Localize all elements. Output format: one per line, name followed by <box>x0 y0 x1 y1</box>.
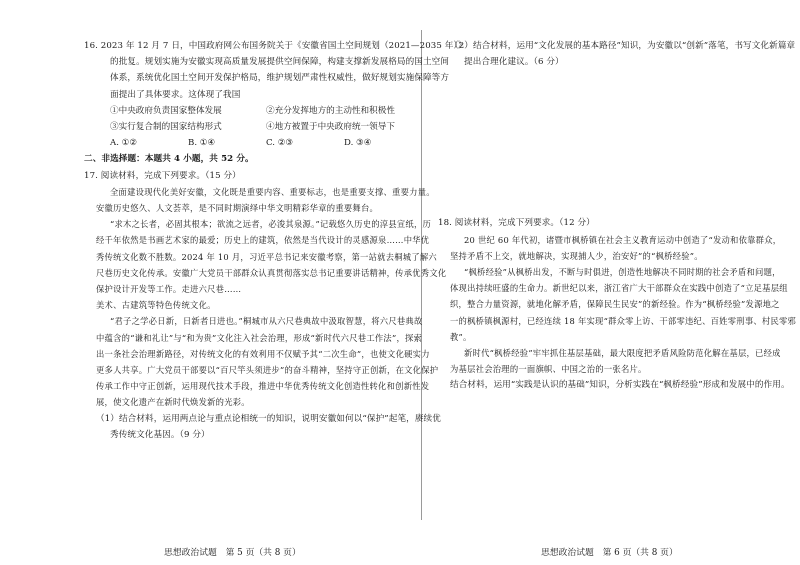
q16-option: ④地方被置于中央政府统一领导下 <box>266 122 395 133</box>
material-line: “求木之长者，必固其根本；欲流之远者，必浚其泉源。”记载悠久历史的淳县宣纸，历 <box>110 219 432 230</box>
material-line: 展，使文化遗产在新时代焕发新的光彩。 <box>96 397 250 408</box>
question-18-heading: 18. 阅读材料，完成下列要求。（12 分） <box>438 218 595 229</box>
question-17-heading: 17. 阅读材料，完成下列要求。（15 分） <box>84 170 241 181</box>
q16-line: 面提出了具体要求。这体现了我国 <box>110 89 241 100</box>
material-line: 为基层社会治理的一面旗帜、中国之治的一张名片。 <box>450 364 647 375</box>
material-line: 保护设计开发等工作。走进六尺巷…… <box>96 284 242 295</box>
q16-choice-a: A. ①② <box>110 138 138 149</box>
question-17-material <box>84 184 447 411</box>
q16-choices <box>84 135 422 151</box>
q16-choice-d: D. ③④ <box>344 138 372 149</box>
page-footer-right: 思想政治试题 第 6 页（共 8 页） <box>541 548 678 558</box>
q16-line: 16. 2023 年 12 月 7 日，中国政府网公布国务院关于《安徽省国土空间规划（2021—2035 年）》 <box>84 41 467 51</box>
q16-option: ①中央政府负责国家整体发展 <box>110 105 222 116</box>
q16-options-row <box>84 119 422 135</box>
question-17-part-1 <box>84 411 441 443</box>
material-line: 20 世纪 60 年代初，诸暨市枫桥镇在社会主义教育运动中创造了“发动和依靠群众， <box>464 234 782 245</box>
material-line: 传承工作中守正创新，运用现代技术手段，推进中华优秀传统文化创造性转化和创新性发 <box>96 381 430 392</box>
q16-option: ②充分发挥地方的主动性和积极性 <box>266 105 395 116</box>
material-line: 安徽历史悠久、人文荟萃，是不同时期演绎中华文明精彩华章的重要舞台。 <box>96 203 379 214</box>
material-line: 秀传统文化数不胜数。2024 年 10 月，习近平总书记来安徽考察，第一站就去桐城了解六 <box>96 251 437 262</box>
material-line: “君子之学必日新，日新者日进也。”桐城市从六尺巷典故中汲取智慧，将六尺巷典故 <box>110 316 423 327</box>
material-line: 出一条社会治理新路径，对传统文化的有效利用不仅赋予其“二次生命”，也使文化硬实力 <box>96 348 430 359</box>
material-line: 尺巷历史文化传承。安徽广大党员干部群众认真贯彻落实总书记重要讲话精神，传承优秀文化 <box>96 267 447 278</box>
question-16-stem <box>84 38 467 103</box>
ask-line: （1）结合材料，运用两点论与重点论相统一的知识，说明安徽如何以“保护”起笔，赓续优 <box>96 413 441 424</box>
material-line: 织，整合力量资源，就地化解矛盾，保障民生民安”的新经验。作为“枫桥经验”发源地之 <box>450 299 780 310</box>
question-17-part-2 <box>438 38 796 70</box>
material-line: 坚持矛盾不上交，就地解决，实现捕人少，治安好”的“枫桥经验”。 <box>450 250 703 261</box>
question-18-material <box>438 232 797 378</box>
ask-line: （2）结合材料，运用“文化发展的基本路径”知识，为安徽以“创新”落笔，书写文化新篇章 <box>450 41 796 51</box>
material-line: 新时代“枫桥经验”牢牢抓住基层基础，最大限度把矛盾风险防范化解在基层，已经成 <box>464 348 781 359</box>
ask-line: 秀传统文化基因。（9 分） <box>110 429 210 440</box>
material-line: 更多人共享。广大党员干部要以“百尺竿头须进步”的奋斗精神，坚持守正创新，在文化保护 <box>96 365 439 376</box>
answer-space <box>438 70 780 215</box>
material-line: 教”。 <box>450 331 472 342</box>
material-line: 全面建设现代化美好安徽，文化既是重要内容、重要标志，也是重要支撑、重要力量。 <box>110 186 435 197</box>
material-line: “枫桥经验”从枫桥出发，不断与时俱进，创造性地解决不同时期的社会矛盾和问题， <box>464 267 781 278</box>
q16-options-row <box>84 103 422 119</box>
page-footer-left: 思想政治试题 第 5 页（共 8 页） <box>164 548 301 558</box>
material-line: 一的枫桥镇枫源村，已经连续 18 年实现“群众零上访、干部零违纪、百姓零刑事、村民零邪 <box>450 315 797 326</box>
material-line: 中蕴含的“谦和礼让”与“和为贵”文化注入社会治理，形成“新时代六尺巷工作法”，探索 <box>96 332 423 343</box>
material-line: 美术、古建筑等特色传统文化。 <box>96 300 216 311</box>
q16-line: 体系，系统优化国土空间开发保护格局，维护规划严肃性权威性，做好规划实施保障等方 <box>110 73 450 84</box>
material-line: 经千年依然是书画艺术家的最爱；历史上的建筑，依然是当代设计的灵感源泉……中华优 <box>96 235 430 246</box>
left-page <box>84 38 467 443</box>
right-page <box>438 38 797 394</box>
material-line: 体现出持续旺盛的生命力。新世纪以来，浙江省广大干部群众在实践中创造了“立足基层组 <box>450 283 788 294</box>
ask-line: 提出合理化建议。（6 分） <box>464 57 564 68</box>
q16-choice-b: B. ①④ <box>188 138 216 149</box>
q16-choice-c: C. ②③ <box>266 138 294 149</box>
question-18-ask: 结合材料，运用“实践是认识的基础”知识，分析实践在“枫桥经验”形成和发展中的作用。 <box>450 380 790 391</box>
q16-line: 的批复。规划实施为安徽实现高质量发展提供空间保障，构建支撑新发展格局的国土空间 <box>110 57 450 68</box>
q16-option: ③实行复合制的国家结构形式 <box>110 122 222 133</box>
section-title: 二、非选择题：本题共 4 小题，共 52 分。 <box>84 154 254 165</box>
